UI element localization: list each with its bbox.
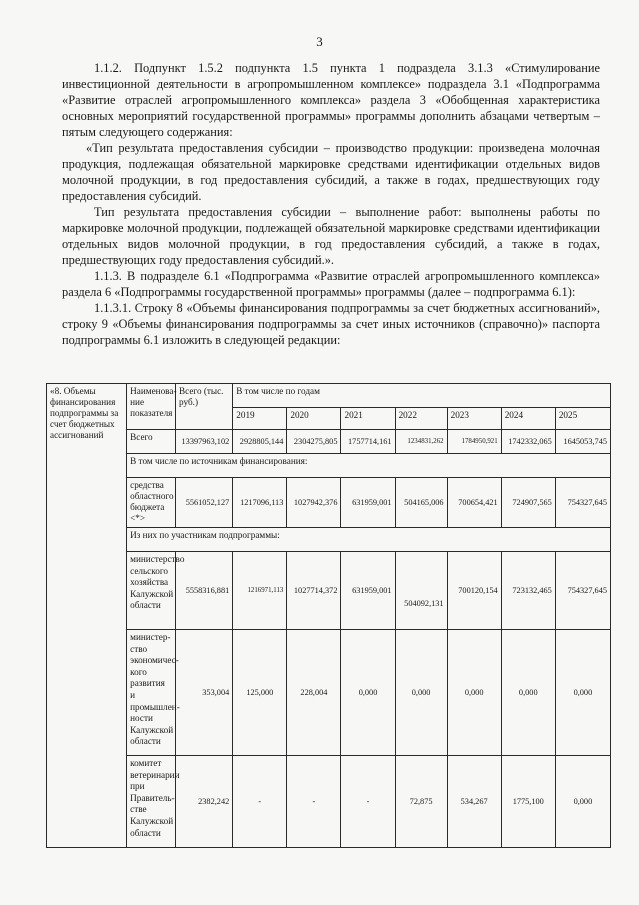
participant-value: 754327,645 [555,552,610,630]
year-cell: 2020 [287,408,341,430]
participant-value: 723132,465 [501,552,555,630]
total-row-label: Всего [127,430,176,454]
participant-value: 0,000 [555,630,610,756]
regional-budget-value: 754327,645 [555,478,610,528]
participant-value: - [233,756,287,848]
participant-value: 1027714,372 [287,552,341,630]
participant-total: 2382,242 [176,756,233,848]
participant-value: 534,267 [447,756,501,848]
table-row [47,630,611,756]
participant-value: 1216971,113 [233,552,287,630]
paragraph-1-1-3: 1.1.3. В подразделе 6.1 «Подпрограмма «Развитие отраслей агропромышленного комплекса» раздела 6 «Подпрограммы государственной программы» программы (далее – подпрограмма 6.1): [62,269,600,299]
row-label-cell: «8. Объемы финансирования подпрограммы за счет бюджетных ассигнований [47,384,127,848]
year-cell: 2024 [501,408,555,430]
total-row-value: 1234831,262 [395,430,447,454]
participant-total: 353,004 [176,630,233,756]
name-header: Наименова-ние показателя [127,384,176,430]
participant-value: - [341,756,395,848]
participant-value: 700120,154 [447,552,501,630]
year-cell: 2022 [395,408,447,430]
total-row [47,430,611,454]
participant-value: 125,000 [233,630,287,756]
year-cell: 2021 [341,408,395,430]
participant-value: 1775,100 [501,756,555,848]
participant-value: 0,000 [395,630,447,756]
participant-value: 504092,131 [395,552,447,630]
total-row-value: 1645053,745 [555,430,610,454]
document-body [62,60,600,348]
participant-value: 72,875 [395,756,447,848]
total-row-value: 2304275,805 [287,430,341,454]
regional-budget-value: 1217096,113 [233,478,287,528]
regional-budget-value: 724907,565 [501,478,555,528]
paragraph-1-1-3-1: 1.1.3.1. Строку 8 «Объемы финансирования подпрограммы за счет бюджетных ассигнований», строку 9 «Объемы финансирования подпрограммы за счет иных источников (справочно)» паспорта подпрограммы 6.1 изложить в следующей редакции: [62,301,600,347]
participant-label: комитет ветеринарии при Правитель-стве Калужской области [127,756,176,848]
participant-value: 631959,001 [341,552,395,630]
participant-value: 0,000 [341,630,395,756]
participant-value: 0,000 [447,630,501,756]
regional-budget-value: 700654,421 [447,478,501,528]
paragraph-1-1-2: 1.1.2. Подпункт 1.5.2 подпункта 1.5 пункта 1 подраздела 3.1.3 «Стимулирование инвестиционной деятельности в агропромышленном комплексе» подраздела 3.1 «Подпрограмма «Развитие отраслей агропромышленного комплекса» раздела 3 «Обобщенная характеристика основных мероприятий государственной программы» программы дополнить абзацами четвертым – пятым следующего содержания: [62,61,600,139]
page-number: 3 [316,34,323,49]
total-row-value: 1784950,921 [447,430,501,454]
sources-header: В том числе по источникам финансирования: [127,454,611,478]
regional-budget-row [47,478,611,528]
paragraph-quote-production: «Тип результата предоставления субсидии – производство продукции: произведена молочная продукция, подлежащая обязательной маркировке средствами идентификации отдельных видов молочной продукции, в год предоставления субсидий, а также в годах, предшествующих году предоставления субсидий. [62,141,600,203]
participants-header-row [47,528,611,552]
participant-label: министерство сельского хозяйства Калужской области [127,552,176,630]
participant-value: 0,000 [501,630,555,756]
participant-value: 228,004 [287,630,341,756]
paragraph-quote-works: Тип результата предоставления субсидии – выполнение работ: выполнены работы по маркировке молочной продукции, подлежащей обязательной маркировке средствами идентификации отдельных видов молочной продукции, в год предоставления субсидий, а также в годах, предшествующих году предоставления субсидий.». [62,205,600,267]
year-cell: 2025 [555,408,610,430]
table-row [47,756,611,848]
table-header-row [47,384,611,408]
table-row [47,552,611,630]
regional-budget-value: 631959,001 [341,478,395,528]
total-header: Всего (тыс. руб.) [176,384,233,430]
total-row-value: 1742332,065 [501,430,555,454]
participant-label: министер-ство экономичес-кого развития и промышлен-ности Калужской области [127,630,176,756]
regional-budget-label: средства областного бюджета <*> [127,478,176,528]
sources-header-row [47,454,611,478]
total-row-value: 1757714,161 [341,430,395,454]
participant-value: 0,000 [555,756,610,848]
participant-total: 5558316,881 [176,552,233,630]
year-cell: 2023 [447,408,501,430]
year-cell: 2019 [233,408,287,430]
by-year-header: В том числе по годам [233,384,611,408]
participant-value: - [287,756,341,848]
total-row-value: 2928805,144 [233,430,287,454]
regional-budget-value: 504165,006 [395,478,447,528]
total-row-total: 13397963,102 [176,430,233,454]
regional-budget-value: 1027942,376 [287,478,341,528]
participants-header: Из них по участникам подпрограммы: [127,528,611,552]
regional-budget-total: 5561052,127 [176,478,233,528]
financing-table [46,383,611,848]
